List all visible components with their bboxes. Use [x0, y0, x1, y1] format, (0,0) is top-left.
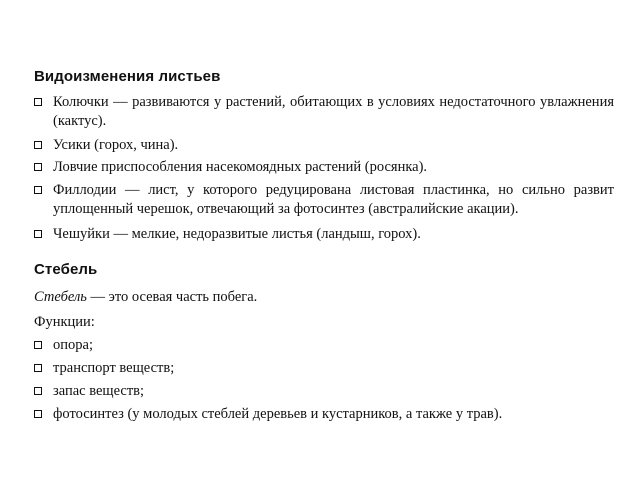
list-item-phyllodes — [34, 181, 614, 219]
list-item-text: запас веществ; — [53, 383, 145, 399]
checkbox-bullet-icon — [34, 230, 42, 238]
list-item-photosynthesis — [34, 405, 614, 424]
functions-label: Функции: — [34, 314, 95, 330]
list-item-tendrils — [34, 136, 614, 155]
leaf-modifications-heading: Видоизменения листьев — [34, 68, 221, 85]
checkbox-bullet-icon — [34, 186, 42, 194]
list-item-text: Филлодии — лист, у которого редуцирована листовая пластинка, но сильно развит уплощенный черешок, отвечающий за фотосинтез (австралийские акации). — [53, 182, 614, 217]
list-item-traps — [34, 158, 614, 177]
list-item-transport — [34, 359, 614, 378]
stem-definition-text: — это осевая часть побега. — [86, 289, 258, 305]
list-item-text: Усики (горох, чина). — [53, 137, 179, 153]
list-item-storage — [34, 382, 614, 401]
list-item-text: фотосинтез (у молодых стеблей деревьев и кустарников, а также у трав). — [53, 406, 503, 422]
list-item-text: опора; — [53, 337, 93, 353]
list-item-scales — [34, 225, 614, 244]
list-item-text: Ловчие приспособления насекомоядных растений (росянка). — [53, 159, 428, 175]
checkbox-bullet-icon — [34, 364, 42, 372]
checkbox-bullet-icon — [34, 141, 42, 149]
list-item-spines — [34, 93, 614, 131]
checkbox-bullet-icon — [34, 98, 42, 106]
checkbox-bullet-icon — [34, 341, 42, 349]
checkbox-bullet-icon — [34, 410, 42, 418]
list-item-text: Колючки — развиваются у растений, обитающих в условиях недостаточного увлажнения (кактус). — [53, 94, 614, 129]
list-item-text: транспорт веществ; — [53, 360, 175, 376]
checkbox-bullet-icon — [34, 387, 42, 395]
stem-heading: Стебель — [34, 261, 98, 278]
list-item-support — [34, 336, 614, 355]
checkbox-bullet-icon — [34, 163, 42, 171]
list-item-text: Чешуйки — мелкие, недоразвитые листья (ландыш, горох). — [53, 226, 421, 242]
stem-definition — [34, 288, 257, 307]
stem-definition-term: Стебель — [34, 289, 87, 305]
